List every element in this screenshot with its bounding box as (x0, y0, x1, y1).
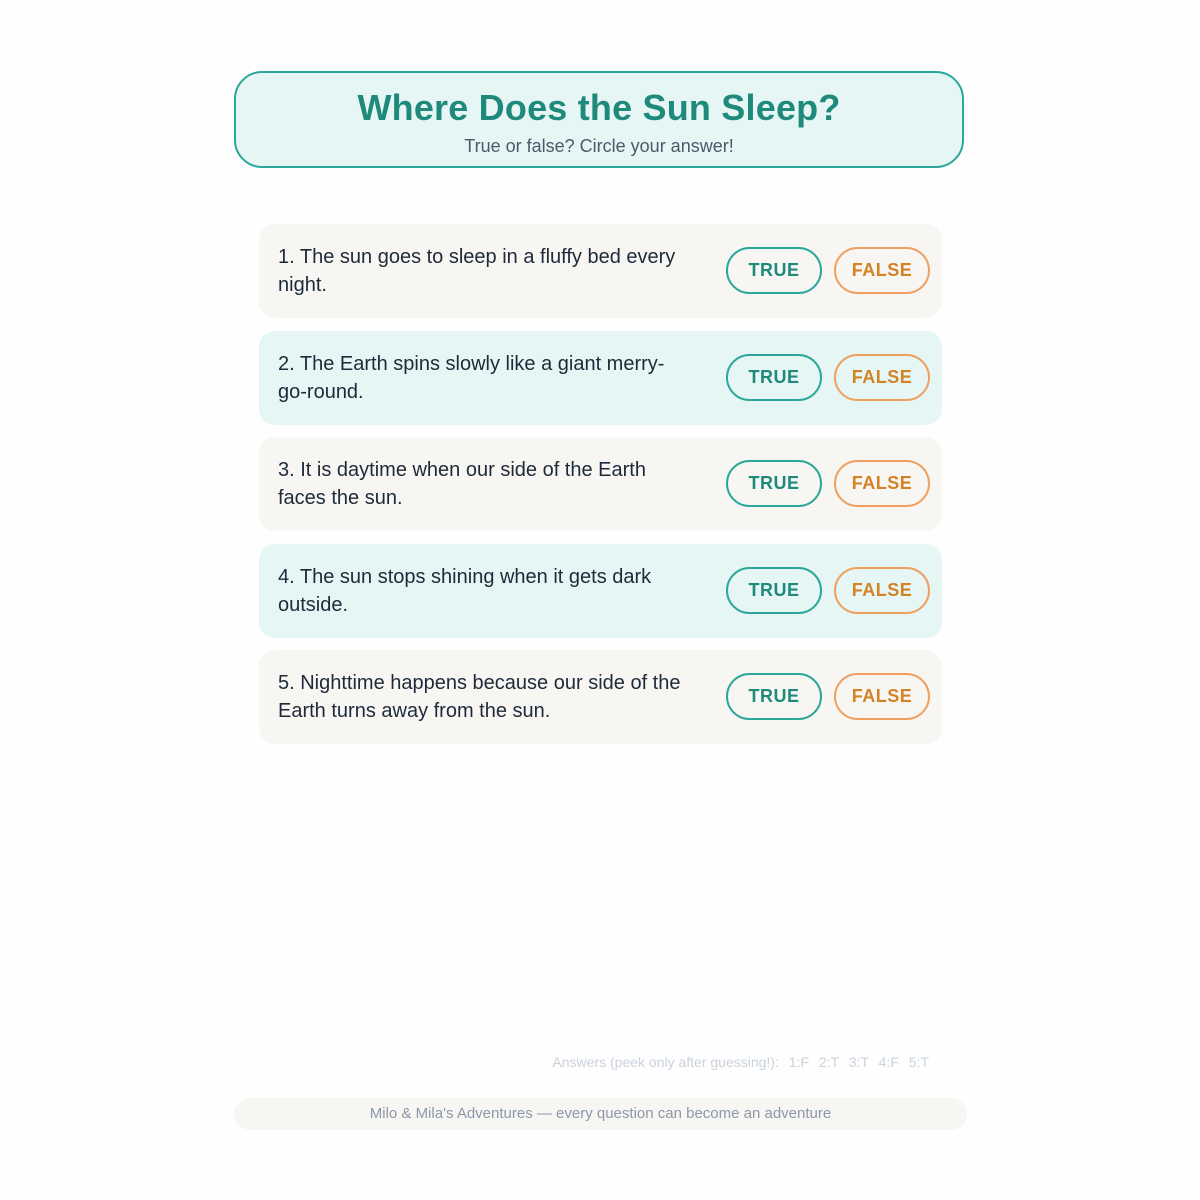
answer-key-item: 2:T (818, 1054, 839, 1070)
true-button[interactable]: TRUE (726, 354, 822, 401)
false-button[interactable]: FALSE (834, 247, 930, 294)
answer-key (552, 1054, 929, 1070)
question-row-5 (259, 650, 942, 744)
false-button[interactable]: FALSE (834, 673, 930, 720)
false-button[interactable]: FALSE (834, 354, 930, 401)
question-row-3 (259, 437, 942, 531)
question-text: 3. It is daytime when our side of the Earth faces the sun. (278, 459, 646, 509)
answer-key-item: 1:F (788, 1054, 809, 1070)
page-subtitle: True or false? Circle your answer! (464, 136, 734, 156)
question-row-1 (259, 224, 942, 318)
answer-key-item: 3:T (848, 1054, 869, 1070)
page-title: Where Does the Sun Sleep? (357, 87, 841, 128)
question-text: 4. The sun stops shining when it gets dark outside. (278, 565, 652, 616)
question-list (259, 224, 942, 757)
question-text: 1. The sun goes to sleep in a fluffy bed every night. (278, 246, 676, 296)
true-button[interactable]: TRUE (726, 673, 822, 720)
question-text: 2. The Earth spins slowly like a giant merry-go-round. (278, 352, 665, 403)
answer-key-item: 5:T (908, 1054, 929, 1070)
true-button[interactable]: TRUE (726, 567, 822, 614)
true-button[interactable]: TRUE (726, 247, 822, 294)
footer-text: Milo & Mila's Adventures — every question can become an adventure (369, 1105, 832, 1122)
answer-key-item: 4:F (878, 1054, 899, 1070)
true-button[interactable]: TRUE (726, 460, 822, 507)
worksheet-header (234, 71, 964, 168)
answer-key-label: Answers (peek only after guessing!): (552, 1054, 779, 1070)
false-button[interactable]: FALSE (834, 567, 930, 614)
false-button[interactable]: FALSE (834, 460, 930, 507)
question-row-4 (259, 544, 942, 638)
question-row-2 (259, 331, 942, 425)
footer-banner (234, 1098, 967, 1130)
question-text: 5. Nighttime happens because our side of the Earth turns away from the sun. (278, 672, 681, 722)
